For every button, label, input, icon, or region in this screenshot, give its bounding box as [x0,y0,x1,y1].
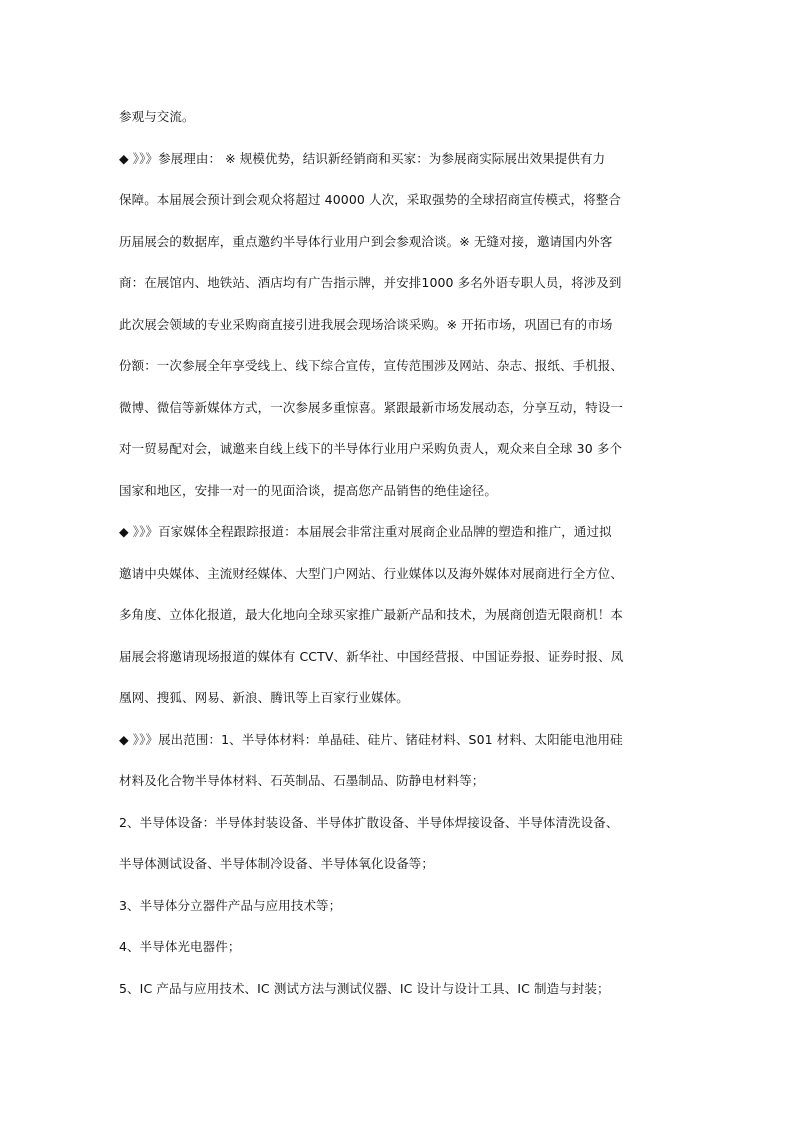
text-line: 微博、微信等新媒体方式，一次参展多重惊喜。紧跟最新市场发展动态，分享互动，特设一 [119,399,624,415]
text-line: 凰网、搜狐、网易、新浪、腾讯等上百家行业媒体。 [119,690,409,705]
text-line: 5、IC 产品与应用技术、IC 测试方法与测试仪器、IC 设计与设计工具、IC 制造与封装； [119,980,610,996]
text-line: 份额：一次参展全年享受线上、线下综合宣传，宣传范围涉及网站、杂志、报纸、手机报、 [119,358,624,373]
text-line: 参观与交流。 [119,109,195,124]
text-line: 材料及化合物半导体材料、石英制品、石墨制品、防静电材料等； [119,773,485,788]
text-line: ◆ 》》》参展理由： ※ 规模优势，结识新经销商和买家：为参展商实际展出效果提供有力 [119,150,606,166]
text-line: 届展会将邀请现场报道的媒体有 CCTV、新华社、中国经营报、中国证券报、证券时报、凤 [119,648,624,664]
text-line: 多角度、立体化报道，最大化地向全球买家推广最新产品和技术，为展商创造无限商机！本 [119,607,624,622]
text-line: 邀请中央媒体、主流财经媒体、大型门户网站、行业媒体以及海外媒体对展商进行全方位、 [119,565,624,581]
text-line: 半导体测试设备、半导体制冷设备、半导体氧化设备等； [119,856,435,871]
text-line: 对一贸易配对会，诚邀来自线上线下的半导体行业用户采购负责人，观众来自全球 30 多个 [119,441,623,456]
document-body [119,102,684,1015]
text-line: 3、半导体分立器件产品与应用技术等； [119,897,342,913]
text-line: ◆ 》》》百家媒体全程跟踪报道：本届展会非常注重对展商企业品牌的塑造和推广，通过拟 [119,524,612,539]
text-line: 此次展会领域的专业采购商直接引进我展会现场洽谈采购。※ 开拓市场，巩固已有的市场 [119,316,613,332]
text-line: 商：在展馆内、地铁站、酒店均有广告指示牌，并安排1000 多名外语专职人员，将涉及到 [119,275,622,290]
text-line: 历届展会的数据库，重点邀约半导体行业用户到会参观洽谈。※ 无缝对接，邀请国内外客 [119,233,613,249]
text-line: 4、半导体光电器件； [119,939,241,954]
text-line: 国家和地区，安排一对一的见面洽谈，提高您产品销售的绝佳途径。 [119,482,498,498]
text-line: 保障。本届展会预计到会观众将超过 40000 人次，采取强势的全球招商宣传模式，将整合 [119,192,622,207]
text-line: 2、半导体设备：半导体封装设备、半导体扩散设备、半导体焊接设备、半导体清洗设备、 [119,814,619,830]
text-line: ◆ 》》》展出范围：1、半导体材料：单晶硅、硅片、锗硅材料、S01 材料、太阳能电池用硅 [119,731,623,747]
